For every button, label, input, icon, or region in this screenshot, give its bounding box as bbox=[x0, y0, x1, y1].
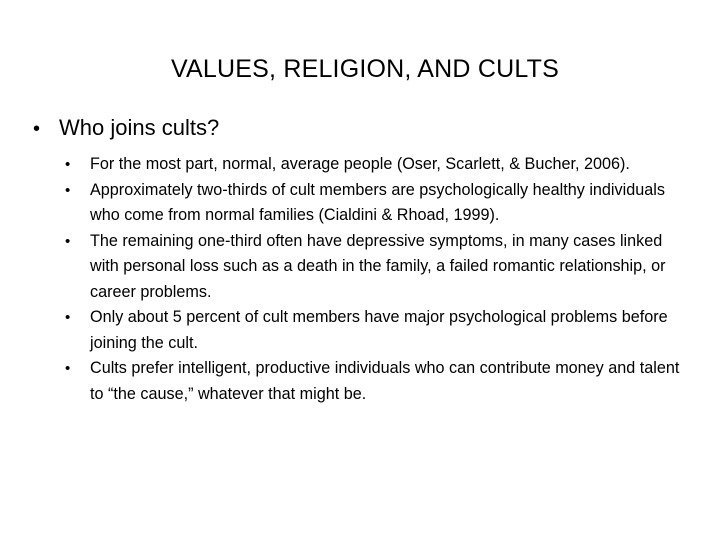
bullet-icon: • bbox=[65, 181, 71, 199]
sub-point-text: Cults prefer intelligent, productive individuals who can contribute money and talent to “the cause,” whatever that might be. bbox=[90, 359, 680, 403]
sub-bullet-item bbox=[65, 356, 695, 407]
sub-bullet-list bbox=[65, 152, 695, 407]
sub-point-text: For the most part, normal, average people (Oser, Scarlett, & Bucher, 2006). bbox=[90, 155, 630, 173]
sub-point-text: The remaining one-third often have depressive symptoms, in many cases linked with personal loss such as a death in the family, a failed romantic relationship, or career problems. bbox=[90, 231, 666, 301]
sub-bullet-item bbox=[65, 305, 695, 356]
bullet-icon: • bbox=[33, 118, 41, 140]
bullet-icon: • bbox=[65, 360, 71, 377]
sub-point-text: Approximately two-thirds of cult members are psychologically healthy individuals who come from normal families (Cialdini & Rhoad, 1999). bbox=[90, 180, 665, 224]
main-bullet-point bbox=[33, 115, 693, 141]
sub-bullet-item bbox=[65, 178, 695, 229]
sub-bullet-item bbox=[65, 152, 695, 178]
bullet-icon: • bbox=[65, 232, 71, 250]
bullet-icon: • bbox=[65, 156, 71, 173]
main-point-text: Who joins cults? bbox=[59, 115, 220, 140]
slide-title: VALUES, RELIGION, AND CULTS bbox=[171, 55, 559, 83]
sub-point-text: Only about 5 percent of cult members have major psychological problems before joining the cult. bbox=[90, 308, 668, 352]
bullet-icon: • bbox=[65, 309, 71, 326]
sub-bullet-item bbox=[65, 229, 695, 306]
